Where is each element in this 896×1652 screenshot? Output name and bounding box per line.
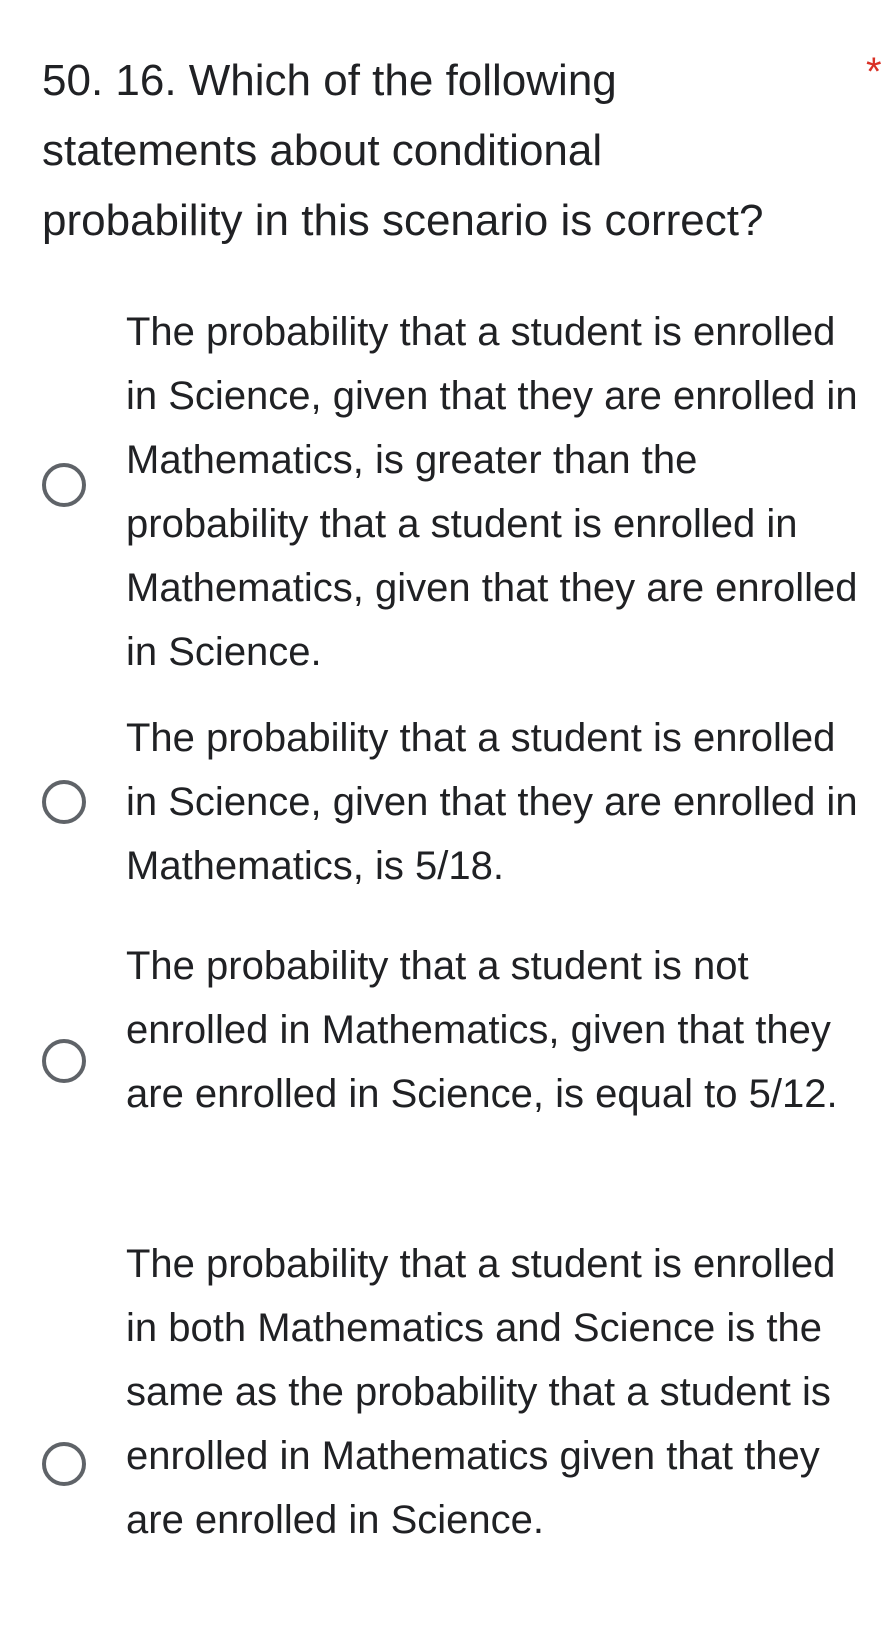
option-1-radio[interactable] <box>42 463 86 507</box>
question-header <box>42 46 822 256</box>
question-title: 50. 16. Which of the following statements about conditional probability in this scenario is correct? <box>42 56 764 245</box>
option-3-label[interactable]: The probability that a student is not enrolled in Mathematics, given that they are enrolled in Science, is equal to 5/12. <box>126 944 838 1116</box>
option-3[interactable] <box>0 934 896 1190</box>
option-2-label[interactable]: The probability that a student is enrolled in Science, given that they are enrolled in Mathematics, is 5/18. <box>126 716 858 888</box>
option-1-label[interactable]: The probability that a student is enrolled in Science, given that they are enrolled in Mathematics, is greater than the probability that a student is enrolled in Mathematics, given that they are enrolled in Science. <box>126 310 858 674</box>
option-2[interactable] <box>0 706 896 898</box>
option-1[interactable] <box>0 300 896 684</box>
option-2-radio[interactable] <box>42 780 86 824</box>
option-4-label[interactable]: The probability that a student is enrolled in both Mathematics and Science is the same as the probability that a student is enrolled in Mathematics given that they are enrolled in Science. <box>126 1242 836 1542</box>
option-4[interactable] <box>0 1232 896 1616</box>
option-3-radio[interactable] <box>42 1039 86 1083</box>
required-asterisk: * <box>866 50 882 94</box>
option-4-radio[interactable] <box>42 1442 86 1486</box>
